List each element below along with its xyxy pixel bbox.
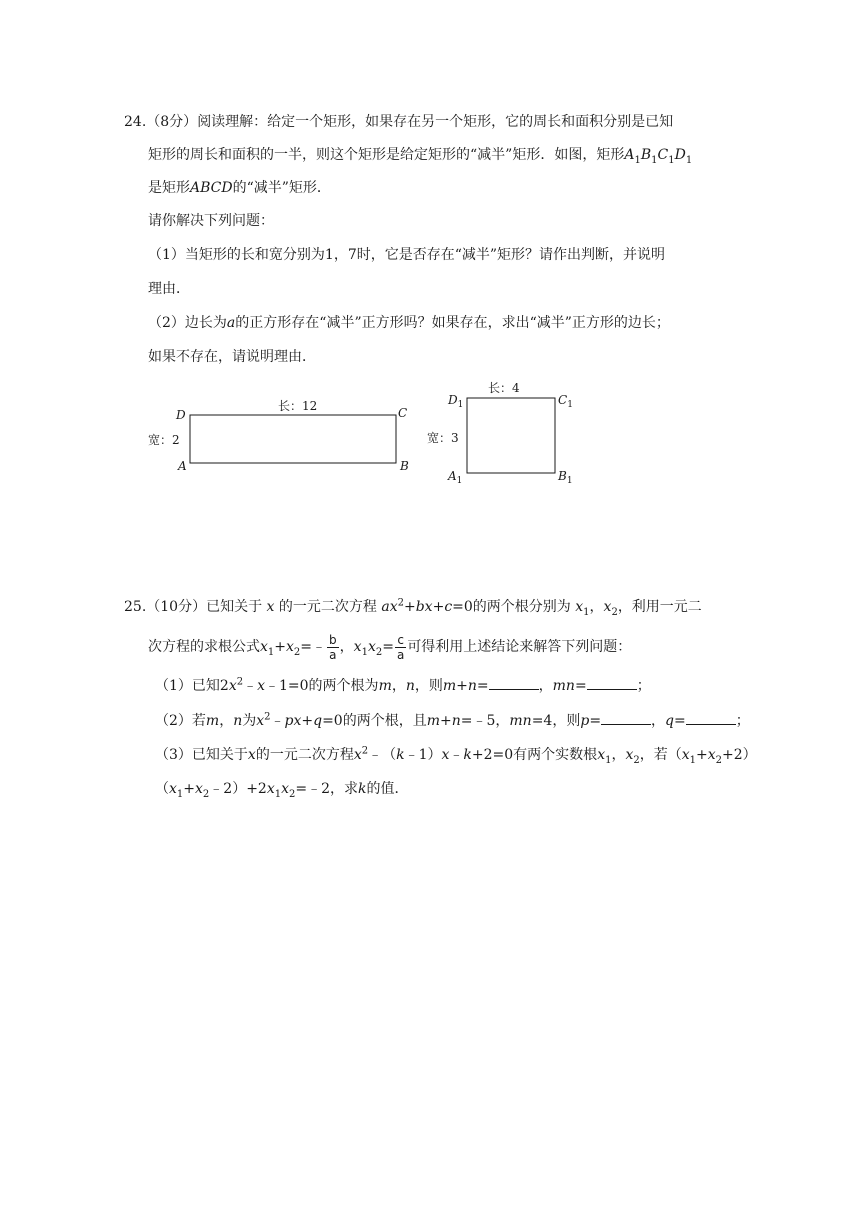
vertex-a: A [178, 459, 187, 473]
label-width-3: 宽：3 [427, 431, 459, 445]
q25-text: = [589, 713, 602, 729]
q24-text: 是矩形 [148, 180, 190, 196]
q25-text: （3）已知关于 [155, 747, 248, 763]
q24-line1 [124, 112, 673, 132]
q25-text: ， [651, 713, 666, 729]
q24-part1-line1 [148, 245, 665, 265]
q24-score: （8分） [146, 114, 198, 130]
figure-rect-a1b1c1d1 [420, 376, 580, 488]
q25-text: = [476, 678, 489, 694]
q25-text: +2） [722, 747, 757, 763]
q25-text: 的值． [366, 781, 409, 797]
label-length-12: 长：12 [278, 399, 318, 413]
q25-text: ，利用一元二 [617, 599, 702, 615]
q25-text: +2=0有两个实数根 [471, 747, 598, 763]
q24-line3 [148, 178, 331, 198]
q25-part2: （2）若m，n为$x^2﹣px+q=0$的两个根，且m+n=﹣5，mn=4，则p= ，q= ； [155, 711, 750, 729]
q25-line2: 次方程的求根公式$x_1+x_2=﹣$ $\frac{b}{a}$ ，$x_1x_2=$ $\frac{c}{a}$ 可得利用上述结论来解答下列问题： [148, 632, 632, 662]
q25-text: ，则 [414, 678, 443, 694]
figure-rect-abcd [140, 390, 420, 480]
q25-text: = [574, 678, 587, 694]
q25-text: ， [538, 678, 553, 694]
q25-text: =4，则 [531, 713, 581, 729]
q24-line2: 矩形的周长和面积的一半，则这个矩形是给定矩形的“减半”矩形．如图，矩形$A_1B_1C_1D_1$ [148, 147, 693, 166]
label-width-2: 宽：2 [148, 433, 180, 447]
q25-part3-line1: （3）已知关于x的一元二次方程$x^2﹣(k﹣1)x﹣k+2=0$有两个实数根$x_1$，$x_2$，若$(x_1+x_2+2)$ [155, 745, 757, 766]
q25-text: ； [636, 678, 651, 694]
q25-text: =0的两个根分别为 [452, 599, 571, 615]
fraction-c-over-a [395, 633, 406, 662]
q25-text: ﹣ [449, 747, 464, 763]
q25-score: （10分） [146, 599, 207, 615]
q25-text: 可得利用上述结论来解答下列问题： [407, 639, 632, 655]
q24-part1-text: （1）当矩形的长和宽分别为1，7时，它是否存在“减半”矩形？请作出判断，并说明 [148, 247, 666, 263]
q24-part2-text: 如果不存在，请说明理由． [148, 349, 316, 365]
q24-number: 24. [124, 114, 147, 130]
rect-a1b1c1d1 [467, 398, 555, 473]
rect-abcd [190, 415, 396, 463]
answer-blank[interactable] [601, 711, 651, 725]
rect-a1b1c1d1-svg [420, 376, 580, 488]
q25-text: =﹣ [300, 639, 327, 655]
answer-blank[interactable] [489, 676, 539, 690]
answer-blank[interactable] [587, 676, 637, 690]
q25-text: （2）若 [155, 713, 206, 729]
vertex-b: B [400, 459, 409, 473]
q24-prompt-text: 请你解决下列问题： [148, 213, 274, 229]
vertex-b1: $B_1$ [558, 469, 573, 486]
q24-part2-line1 [148, 313, 670, 333]
q25-text: = [674, 713, 686, 729]
vertex-c1: $C_1$ [558, 393, 573, 410]
q24-text: 阅读理解：给定一个矩形，如果存在另一个矩形，它的周长和面积分别是已知 [197, 114, 674, 130]
q24-part2-text: （2）边长为 [148, 315, 227, 331]
q24-text: 矩形的周长和面积的一半，则这个矩形是给定矩形的“减半”矩形．如图，矩形 [148, 147, 625, 163]
q25-text: ； [735, 713, 750, 729]
q25-text: ，若（ [639, 747, 682, 763]
q25-text: 已知关于 [206, 599, 263, 615]
q24-part1-text: 理由． [148, 281, 190, 297]
q24-part2-line2 [148, 347, 316, 367]
var-a: a [226, 315, 236, 331]
q24-part2-text: 的正方形存在“减半”正方形吗？如果存在，求出“减半”正方形的边长； [235, 315, 670, 331]
q25-text: =0的两个根，且 [322, 713, 427, 729]
q25-part3-line2: $(x_1+x_2﹣2)+2x_1x_2=﹣2$，求k的值． [155, 781, 409, 800]
q25-line1: 25.（10分）已知关于 x 的一元二次方程 $ax^2+bx+c=0$的两个根分别为 $x_1$，$x_2$，利用一元二 [124, 597, 702, 618]
q25-text: ﹣2）+2 [209, 781, 267, 797]
q25-number: 25. [124, 599, 147, 615]
q25-part1: （1）已知$2x^2﹣x﹣1=0$的两个根为m，n，则m+n= ，mn= ； [155, 676, 651, 694]
q25-text: 为 [242, 713, 257, 729]
q25-text: ﹣（ [368, 747, 397, 763]
frac-den: a [396, 647, 405, 662]
q25-text: =﹣2，求 [295, 781, 359, 797]
q25-text: 的一元二次方程 [255, 747, 354, 763]
frac-num: b [329, 632, 337, 647]
q25-text: ﹣1=0的两个根为 [265, 678, 379, 694]
q25-text: （ [155, 781, 169, 797]
rect-abcd-svg [140, 390, 420, 480]
q25-text: （1）已知2 [155, 678, 229, 694]
vertex-c: C [398, 406, 408, 420]
label-length-4: 长：4 [488, 381, 520, 395]
frac-den: a [329, 647, 337, 662]
q24-part1-line2 [148, 279, 190, 299]
frac-num: c [395, 633, 406, 648]
fraction-b-over-a [327, 633, 339, 662]
q25-text: ﹣1） [404, 747, 442, 763]
q25-text: ﹣ [243, 678, 258, 694]
q25-text: =﹣5， [460, 713, 510, 729]
q25-text: 次方程的求根公式 [148, 639, 260, 655]
q24-prompt [148, 211, 274, 231]
vertex-d: D [176, 408, 186, 422]
vertex-a1: $A_1$ [448, 469, 463, 486]
vertex-d1: $D_1$ [448, 393, 464, 410]
answer-blank[interactable] [686, 711, 736, 725]
rect-name: ABCD [190, 180, 233, 196]
q24-text: 的“减半”矩形． [232, 180, 331, 196]
q25-text: 的一元二次方程 [278, 599, 377, 615]
